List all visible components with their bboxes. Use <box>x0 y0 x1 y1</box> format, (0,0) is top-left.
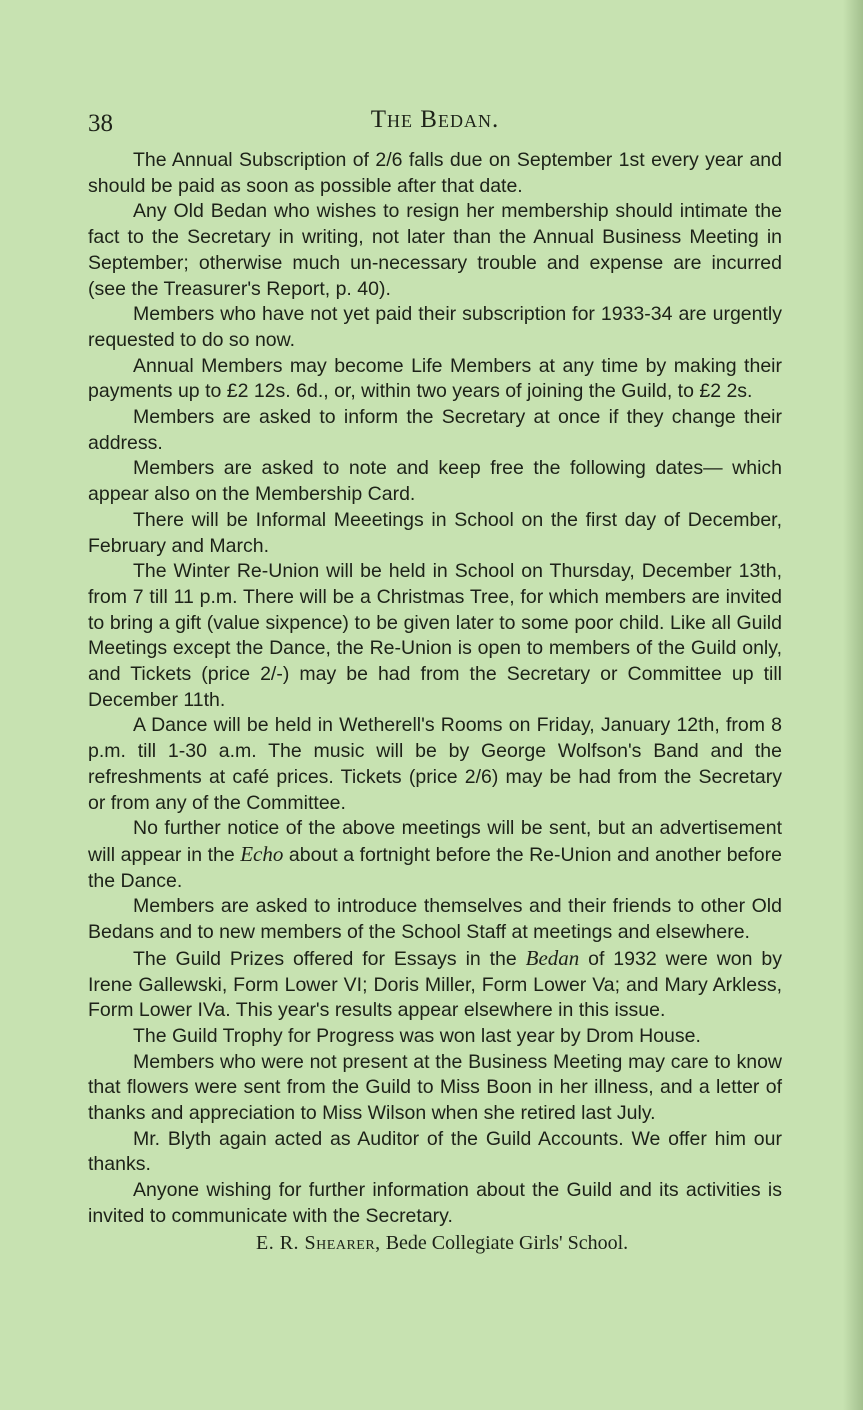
paragraph-winter-reunion: The Winter Re-Union will be held in School on Thursday, December 13th, from 7 till 11 p.m. There will be a Christmas Tree, for which members are invited to bring a gift (value sixpence) to be given later to some poor child. Like all Guild Meetings except the Dance, the Re-Union is open to members of the Guild only, and Tickets (price 2/-) may be had from the Secretary or Committee up till December 11th. <box>88 560 782 711</box>
paragraph-flowers: Members who were not present at the Business Meeting may care to know that flowers were sent from the Guild to Miss Boon in her illness, and a letter of thanks and appreciation to Miss Wilson when she retired last July. <box>88 1050 782 1125</box>
echo-title: Echo <box>240 841 284 866</box>
running-title: The Bedan. <box>370 106 500 133</box>
paragraph-auditor: Mr. Blyth again acted as Auditor of the Guild Accounts. We offer him our thanks. <box>88 1127 782 1176</box>
paragraph-introduce: Members are asked to introduce themselves and their friends to other Old Bedans and to new members of the School Staff at meetings and elsewhere. <box>88 895 782 944</box>
paragraph-information: Anyone wishing for further information about the Guild and its activities is invited to communicate with the Secretary. <box>88 1179 782 1227</box>
paragraph-notice <box>88 816 782 894</box>
notice-text-after: about a fortnight before the Re-Union and another before the Dance. <box>88 843 782 892</box>
page-header <box>88 92 782 136</box>
signature-name: E. R. Shearer, <box>256 1231 381 1254</box>
bedan-title: Bedan <box>525 945 580 970</box>
paragraph-unpaid: Members who have not yet paid their subscription for 1933-34 are urgently requested to do so now. <box>88 303 782 351</box>
prizes-text-before: The Guild Prizes offered for Essays in the <box>133 947 526 970</box>
paragraph-dates: Members are asked to note and keep free the following dates— which appear also on the Membership Card. <box>88 457 782 506</box>
paragraph-trophy: The Guild Trophy for Progress was won last year by Drom House. <box>133 1024 701 1047</box>
paragraph-prizes <box>88 946 782 1024</box>
paragraph-dance: A Dance will be held in Wetherell's Rooms on Friday, January 12th, from 8 p.m. till 1-30 a.m. The music will be by George Wolfson's Band and the refreshments at café prices. Tickets (price 2/6) may be had from the Secretary or from any of the Committee. <box>88 714 782 814</box>
paragraph-life-members: Annual Members may become Life Members at any time by making their payments up to £2 12s. 6d., or, within two years of joining the Guild, to £2 2s. <box>88 354 782 403</box>
body-text <box>88 148 782 1230</box>
paragraph-subscription: The Annual Subscription of 2/6 falls due on September 1st every year and should be paid as soon as possible after that date. <box>88 149 782 197</box>
paragraph-address: Members are asked to inform the Secretary at once if they change their address. <box>88 406 782 454</box>
prizes-text-after: of 1932 were won by Irene Gallewski, Form Lower VI; Doris Miller, Form Lower Va; and Mary Arkless, Form Lower IVa. This year's results appear elsewhere in this issue. <box>88 947 782 1022</box>
signature-school: Bede Collegiate Girls' School. <box>380 1231 629 1254</box>
notice-text-before: No further notice of the above meetings will be sent, but an advertisement will appear in the <box>88 817 782 866</box>
paragraph-informal-meetings: There will be Informal Meeetings in School on the first day of December, February and March. <box>88 508 782 557</box>
page-edge-shadow <box>843 0 863 1410</box>
page-number: 38 <box>88 110 113 137</box>
signature <box>88 1230 782 1256</box>
paragraph-resign: Any Old Bedan who wishes to resign her membership should intimate the fact to the Secretary in writing, not later than the Annual Business Meeting in September; otherwise much un-necessary trouble and expense are incurred (see the Treasurer's Report, p. 40). <box>88 200 782 300</box>
